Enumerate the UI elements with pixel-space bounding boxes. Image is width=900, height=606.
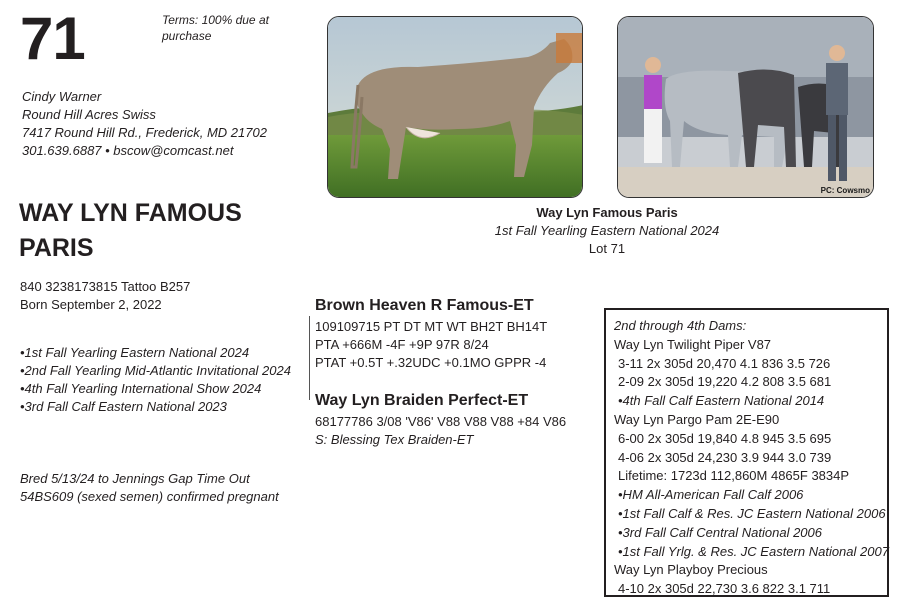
award-item: •2nd Fall Yearling Mid-Atlantic Invitational 2024	[20, 363, 291, 378]
consignor-address: 7417 Round Hill Rd., Frederick, MD 21702	[22, 125, 267, 140]
dam-record-row: 2-09 2x 305d 19,220 4.2 808 3.5 681	[618, 374, 832, 390]
consignor-contact: 301.639.6887 • bscow@comcast.net	[22, 143, 234, 158]
dam-block	[315, 391, 566, 449]
dam-record-row: 4-06 2x 305d 24,230 3.9 944 3.0 739	[618, 449, 832, 465]
dam-record-row: Way Lyn Playboy Precious	[614, 562, 768, 578]
dams-rows	[614, 336, 887, 599]
dam-record-row: Way Lyn Twilight Piper V87	[614, 336, 772, 352]
dam-record-row: Lifetime: 1723d 112,860M 4865F 3834P	[618, 468, 850, 484]
sire-block	[315, 296, 547, 372]
dam-record-row: •3rd Fall Calf Central National 2006	[618, 524, 822, 540]
cow-profile-image	[328, 17, 583, 198]
sire-ptat: PTAT +0.5T +.32UDC +0.1MO GPPR -4	[315, 355, 547, 370]
dam-name: Way Lyn Braiden Perfect-ET	[315, 392, 529, 409]
consignor-block	[22, 88, 267, 160]
animal-name-line1: WAY LYN FAMOUS	[19, 199, 242, 227]
dam-record-row: •4th Fall Calf Eastern National 2014	[618, 393, 825, 409]
breeding-info	[20, 470, 279, 506]
dam-record-row: •HM All-American Fall Calf 2006	[618, 487, 804, 503]
dam-sire: S: Blessing Tex Braiden-ET	[315, 432, 474, 447]
sire-name: Brown Heaven R Famous-ET	[315, 297, 534, 314]
consignor-name: Cindy Warner	[22, 89, 102, 104]
photo-caption-award: 1st Fall Yearling Eastern National 2024	[494, 223, 720, 238]
dam-record-row: •1st Fall Calf & Res. JC Eastern National 2006	[618, 505, 886, 521]
consignor-farm: Round Hill Acres Swiss	[22, 107, 156, 122]
awards-list	[20, 344, 291, 416]
bred-line2: 54BS609 (sexed semen) confirmed pregnant	[20, 489, 279, 504]
award-item: •3rd Fall Calf Eastern National 2023	[20, 399, 227, 414]
dams-heading: 2nd through 4th Dams:	[614, 318, 747, 333]
dam-record-row: 6-00 2x 305d 19,840 4.8 945 3.5 695	[618, 430, 832, 446]
show-ring-photo	[617, 16, 874, 198]
bred-line1: Bred 5/13/24 to Jennings Gap Time Out	[20, 471, 250, 486]
sire-pta: PTA +666M -4F +9P 97R 8/24	[315, 337, 489, 352]
animal-name-line2: PARIS	[19, 234, 94, 262]
dam-record-row: •1st Fall Yrlg. & Res. JC Eastern National 2007	[618, 543, 889, 559]
photo-credit: PC: Cowsmo	[820, 186, 870, 195]
pedigree-bracket	[309, 316, 310, 400]
photo-caption-name: Way Lyn Famous Paris	[536, 205, 678, 220]
registration-tattoo: 840 3238173815 Tattoo B257	[20, 279, 191, 294]
dam-registration: 68177786 3/08 'V86' V88 V88 V88 +84 V86	[315, 414, 567, 429]
lot-number: 71	[20, 5, 85, 72]
dams-box	[604, 308, 889, 597]
dam-record-row: 4-10 2x 305d 22,730 3.6 822 3.1 711	[618, 581, 831, 597]
animal-ids	[20, 278, 190, 314]
cow-profile-photo	[327, 16, 583, 198]
award-item: •1st Fall Yearling Eastern National 2024	[20, 345, 250, 360]
dam-record-row: 3-11 2x 305d 20,470 4.1 836 3.5 726	[618, 355, 831, 371]
birth-date: Born September 2, 2022	[20, 297, 162, 312]
award-item: •4th Fall Yearling International Show 2024	[20, 381, 262, 396]
animal-name	[19, 196, 299, 266]
show-ring-image	[618, 17, 874, 198]
terms-text: Terms: 100% due at purchase	[162, 13, 269, 43]
photo-caption-lot: Lot 71	[588, 241, 626, 256]
top-decoration	[320, 0, 560, 3]
sire-registration: 109109715 PT DT MT WT BH2T BH14T	[315, 319, 548, 334]
dam-record-row: Way Lyn Pargo Pam 2E-E90	[614, 411, 780, 427]
